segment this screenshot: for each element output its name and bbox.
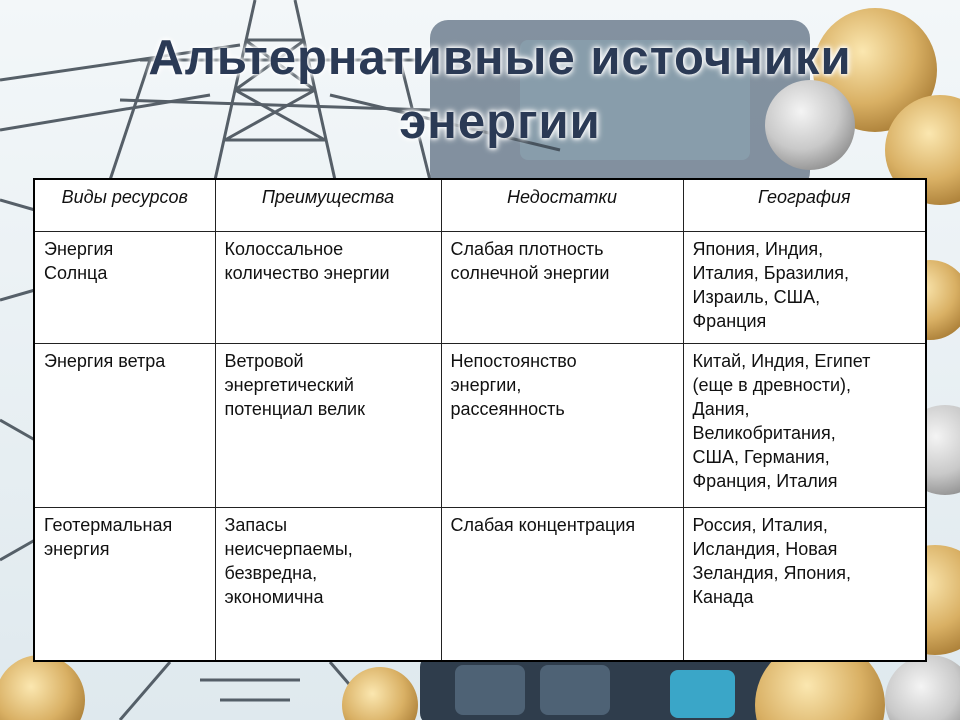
table-row — [34, 343, 926, 507]
cell-geography: Россия, Италия, Исландия, Новая Зеландия, Япония, Канада — [683, 507, 926, 661]
header-advantages: Преимущества — [215, 179, 441, 231]
cell-geography: Китай, Индия, Египет (еще в древности), Дания, Великобритания, США, Германия, Франция, Италия — [683, 343, 926, 507]
slide-title-line-1: Альтернативные источники — [148, 31, 852, 85]
cell-advantages: Запасы неисчерпаемы, безвредна, экономична — [215, 507, 441, 661]
header-resource-types: Виды ресурсов — [34, 179, 215, 231]
cell-disadvantages: Слабая концентрация — [441, 507, 683, 661]
cell-disadvantages: Непостоянство энергии, рассеянность — [441, 343, 683, 507]
slide-title — [0, 26, 960, 154]
cell-disadvantages: Слабая плотность солнечной энергии — [441, 231, 683, 343]
header-disadvantages: Недостатки — [441, 179, 683, 231]
table-row — [34, 231, 926, 343]
cell-resource: Геотермальная энергия — [34, 507, 215, 661]
cell-advantages: Ветровой энергетический потенциал велик — [215, 343, 441, 507]
table-row — [34, 507, 926, 661]
cell-advantages: Колоссальное количество энергии — [215, 231, 441, 343]
table-header-row — [34, 179, 926, 231]
energy-sources-table — [33, 178, 927, 662]
cell-resource: Энергия ветра — [34, 343, 215, 507]
cell-geography: Япония, Индия, Италия, Бразилия, Израиль, США, Франция — [683, 231, 926, 343]
cell-resource: Энергия Солнца — [34, 231, 215, 343]
header-geography: География — [683, 179, 926, 231]
slide-title-line-2: энергии — [399, 95, 601, 149]
